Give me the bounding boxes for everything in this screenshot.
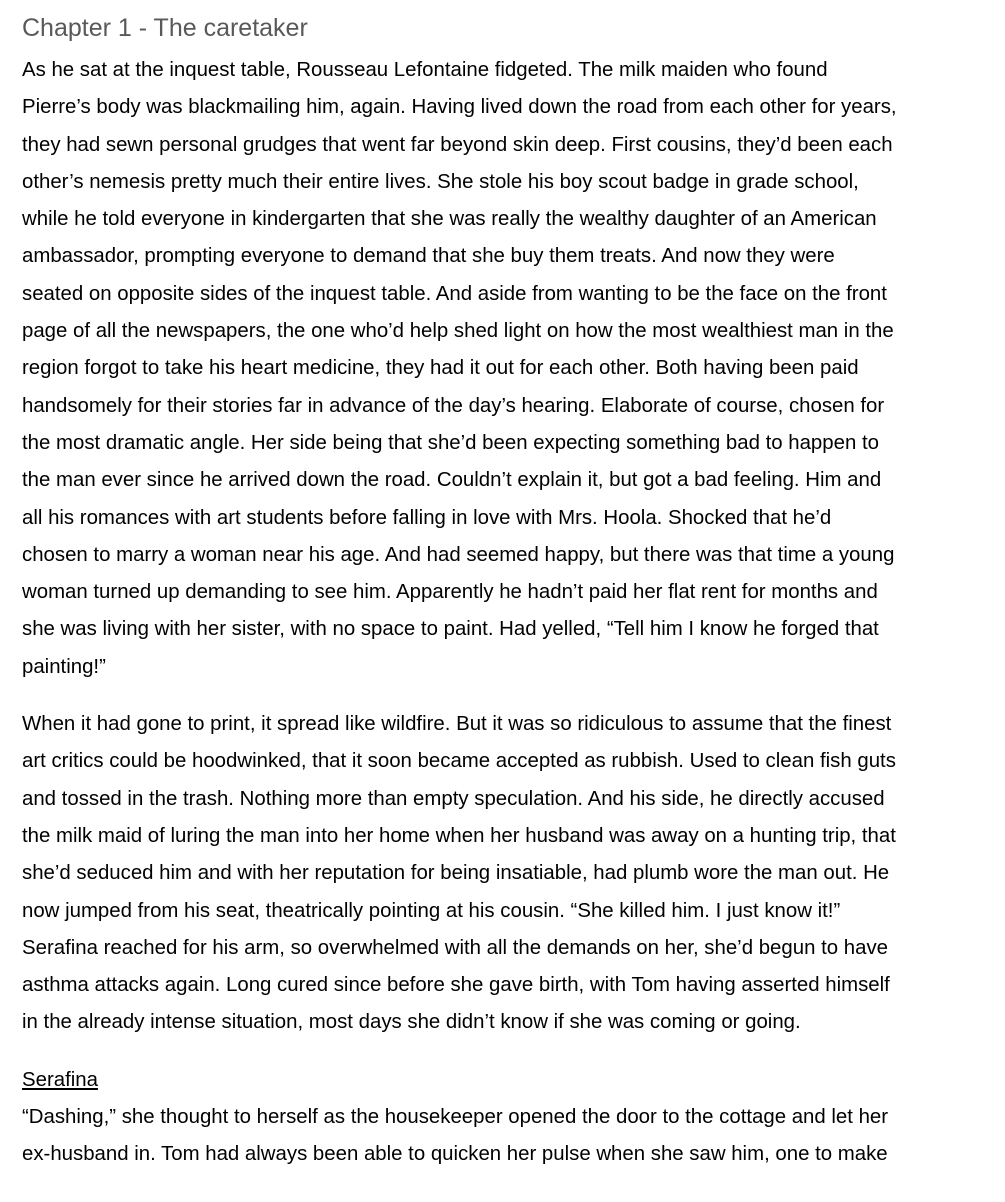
- text-line: page of all the newspapers, the one who’d help shed light on how the most wealthiest man in the: [22, 320, 894, 343]
- text-line: As he sat at the inquest table, Rousseau Lefontaine fidgeted. The milk maiden who found: [22, 59, 828, 81]
- text-line: the man ever since he arrived down the road. Couldn’t explain it, but got a bad feeling. Him and: [22, 469, 882, 492]
- text-line: other’s nemesis pretty much their entire lives. She stole his boy scout badge in grade school,: [22, 170, 859, 193]
- text-line: in the already intense situation, most days she didn’t know if she was coming or going.: [22, 1011, 801, 1034]
- text-line: while he told everyone in kindergarten that she was really the wealthy daughter of an American: [22, 208, 877, 231]
- text-line: they had sewn personal grudges that went far beyond skin deep. First cousins, they’d been each: [22, 133, 893, 156]
- text-line: the milk maid of luring the man into her home when her husband was away on a hunting trip, that: [22, 824, 896, 847]
- text-line: When it had gone to print, it spread like wildfire. But it was so ridiculous to assume that the finest: [22, 713, 892, 736]
- text-line: “Dashing,” she thought to herself as the housekeeper opened the door to the cottage and let her: [22, 1106, 889, 1129]
- chapter-title: Chapter 1 - The caretaker: [22, 14, 308, 42]
- text-line: painting!”: [22, 655, 106, 678]
- paragraph-3: [22, 1099, 1005, 1174]
- text-line: now jumped from his seat, theatrically pointing at his cousin. “She killed him. I just know it!”: [22, 899, 841, 922]
- text-line: she was living with her sister, with no space to paint. Had yelled, “Tell him I know he forged that: [22, 618, 879, 641]
- text-line: woman turned up demanding to see him. Apparently he hadn’t paid her flat rent for months and: [22, 581, 878, 604]
- text-line: she’d seduced him and with her reputation for being insatiable, had plumb wore the man out. He: [22, 862, 890, 885]
- section-heading: Serafina: [22, 1068, 98, 1091]
- text-line: ex-husband in. Tom had always been able to quicken her pulse when she saw him, one to make: [22, 1143, 888, 1166]
- text-line: chosen to marry a woman near his age. And had seemed happy, but there was that time a young: [22, 543, 895, 566]
- text-line: Pierre’s body was blackmailing him, again. Having lived down the road from each other for years,: [22, 96, 897, 119]
- text-line: asthma attacks again. Long cured since before she gave birth, with Tom having asserted himself: [22, 974, 890, 997]
- paragraph-1: [22, 52, 1005, 686]
- text-line: all his romances with art students before falling in love with Mrs. Hoola. Shocked that he’d: [22, 506, 832, 529]
- paragraph-2: [22, 706, 1005, 1042]
- text-line: art critics could be hoodwinked, that it soon became accepted as rubbish. Used to clean fish guts: [22, 750, 896, 773]
- text-line: the most dramatic angle. Her side being that she’d been expecting something bad to happen to: [22, 431, 879, 454]
- text-line: region forgot to take his heart medicine, they had it out for each other. Both having been paid: [22, 357, 859, 380]
- text-line: and tossed in the trash. Nothing more than empty speculation. And his side, he directly accused: [22, 787, 885, 810]
- text-line: seated on opposite sides of the inquest table. And aside from wanting to be the face on the front: [22, 282, 887, 305]
- paragraph-spacer: [22, 686, 1005, 706]
- text-line: ambassador, prompting everyone to demand that she buy them treats. And now they were: [22, 245, 835, 268]
- text-line: Serafina reached for his arm, so overwhelmed with all the demands on her, she’d begun to have: [22, 936, 888, 959]
- paragraph-spacer: [22, 1042, 1005, 1062]
- text-line: handsomely for their stories far in advance of the day’s hearing. Elaborate of course, chosen for: [22, 394, 885, 417]
